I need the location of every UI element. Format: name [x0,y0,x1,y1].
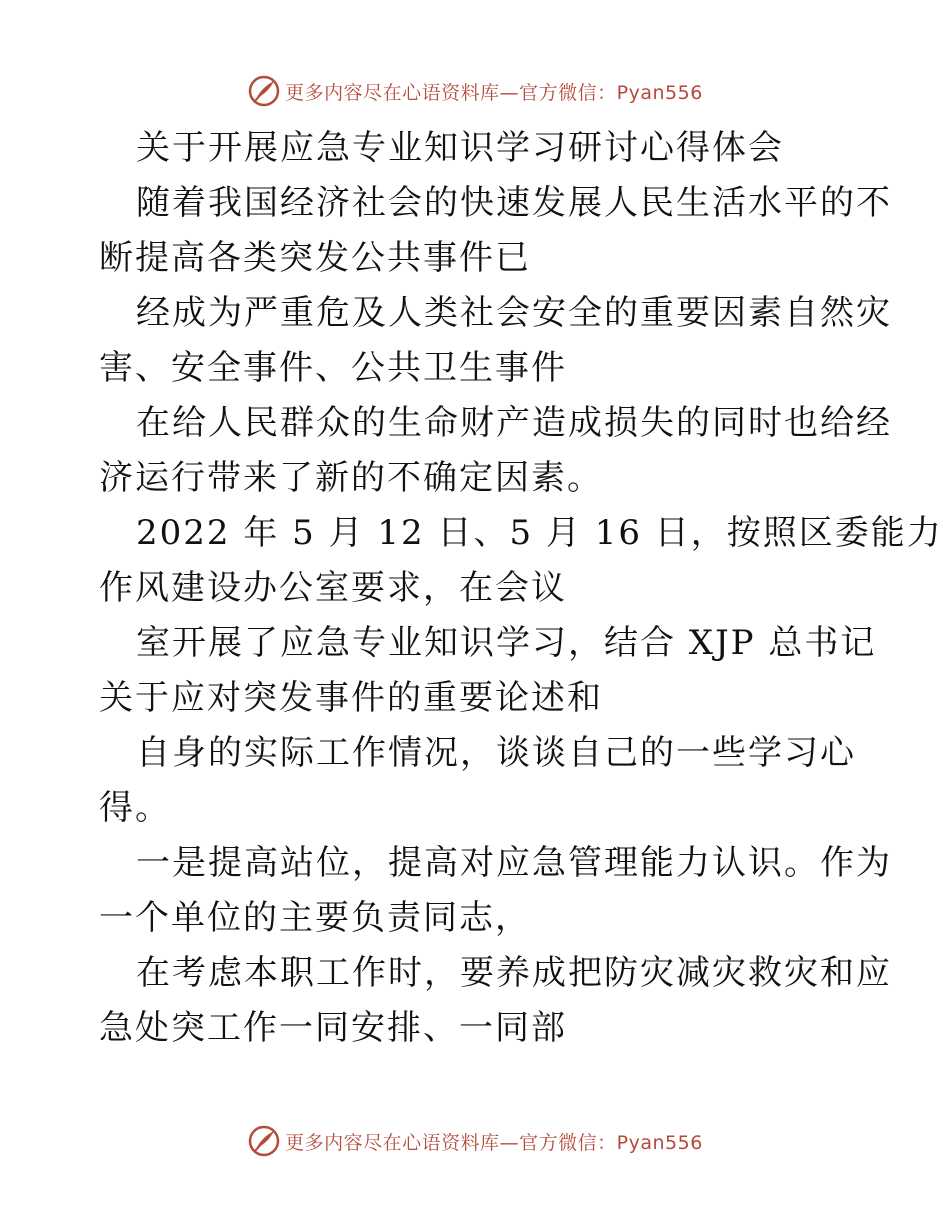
paragraph-line: 关于应对突发事件的重要论述和 [99,678,603,718]
feather-pen-logo-icon [247,1124,281,1158]
paragraph-line: 急处突工作一同安排、一同部 [99,1008,567,1048]
footer-banner-text: 更多内容尽在心语资料库—官方微信：Pyan556 [285,1131,703,1154]
feather-pen-logo-icon [247,74,281,108]
header-banner [0,71,950,111]
paragraph-line: 自身的实际工作情况，谈谈自己的一些学习心 [136,733,856,773]
footer-banner [0,1121,950,1161]
document-body [99,121,943,1056]
paragraph-line: 济运行带来了新的不确定因素。 [99,458,603,498]
header-banner-text: 更多内容尽在心语资料库—官方微信：Pyan556 [285,81,703,104]
document-title: 关于开展应急专业知识学习研讨心得体会 [136,128,784,168]
paragraph-line: 断提高各类突发公共事件已 [99,238,531,278]
paragraph-line: 一个单位的主要负责同志， [99,898,531,938]
paragraph-line: 作风建设办公室要求，在会议 [99,568,567,608]
paragraph-line: 害、安全事件、公共卫生事件 [99,348,567,388]
paragraph-line: 2022 年 5 月 12 日、5 月 16 日，按照区委能力 [136,513,943,553]
paragraph-line: 一是提高站位，提高对应急管理能力认识。作为 [136,843,892,883]
paragraph-line: 在考虑本职工作时，要养成把防灾减灾救灾和应 [136,953,892,993]
paragraph-line: 随着我国经济社会的快速发展人民生活水平的不 [136,183,892,223]
paragraph-line: 室开展了应急专业知识学习，结合 XJP 总书记 [136,623,877,663]
paragraph-line: 得。 [99,788,171,828]
paragraph-line: 在给人民群众的生命财产造成损失的同时也给经 [136,403,892,443]
paragraph-line: 经成为严重危及人类社会安全的重要因素自然灾 [136,293,892,333]
